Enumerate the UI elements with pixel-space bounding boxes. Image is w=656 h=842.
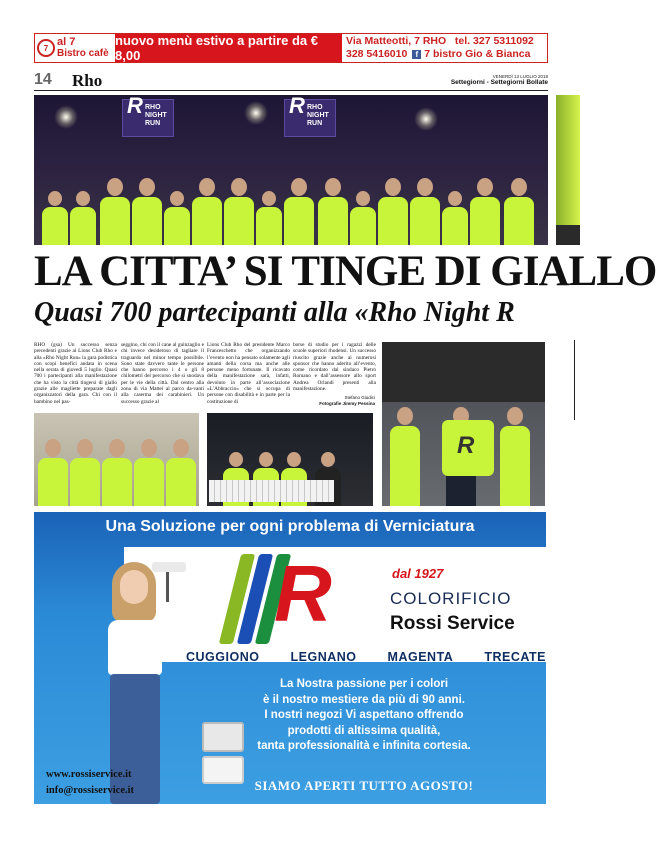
- paint-roller-icon: [152, 562, 186, 572]
- runner: [378, 178, 408, 245]
- ad-brand-line2: Rossi Service: [390, 613, 515, 634]
- town: LEGNANO: [290, 650, 357, 664]
- paper-name: Settegiorni - Settegiorni Bollate: [450, 79, 548, 86]
- article-subheadline: Quasi 700 partecipanti alla «Rho Night R: [34, 297, 515, 328]
- photo-volunteers-cups: [207, 413, 373, 506]
- main-photo-runners: [34, 95, 548, 245]
- ad-contacts: [46, 767, 134, 799]
- runner: [102, 439, 132, 506]
- bistro-tel: tel. 327 5311092: [454, 35, 534, 47]
- top-ad-banner[interactable]: [34, 33, 548, 63]
- event-tshirt: [442, 420, 494, 476]
- event-banner: R RHO NIGHT RUN: [122, 99, 174, 137]
- side-photo-strip: [556, 95, 580, 245]
- ad-since: dal 1927: [392, 566, 444, 581]
- logo-r-icon: R: [274, 549, 332, 638]
- runner: [166, 439, 196, 506]
- section-title: Rho: [72, 71, 103, 90]
- runner: [470, 178, 500, 245]
- runner: [256, 191, 282, 245]
- town: TRECATE: [484, 650, 546, 664]
- bistro-logo-icon: 7: [37, 39, 55, 57]
- bistro-block: [35, 34, 115, 62]
- runner: [134, 439, 164, 506]
- bistro-name-line2: Bistro cafè: [57, 48, 109, 59]
- bistro-contact: [342, 34, 547, 62]
- stage-light: [244, 101, 268, 125]
- photo-organizers-tshirt: [382, 342, 545, 506]
- ad-body-text: La Nostra passione per i colori è il nostro mestiere da più di 90 anni. I nostri negozi Vi aspettano offrendo prodotti di altissima qualità, tanta professionalità e infinita cortesia.: [257, 678, 471, 752]
- runner: [38, 439, 68, 506]
- column-divider: [574, 340, 580, 420]
- runner: [500, 407, 530, 506]
- ad-email-link[interactable]: info@rossiservice.it: [46, 785, 135, 796]
- author-name: Stefano Giudici: [344, 395, 375, 400]
- stage-light: [54, 105, 78, 129]
- bistro-name-line1: al 7: [57, 36, 76, 48]
- runner: [192, 178, 222, 245]
- ad-website-link[interactable]: www.rossiservice.it: [46, 769, 132, 780]
- runner: [100, 178, 130, 245]
- paint-bucket-icon: [202, 756, 244, 784]
- runner: [164, 191, 190, 245]
- article-column-2: seggino, chi con il cane al guinzaglio e chi invece desideroso di tagliare il traguardo nel minor tempo possibile. Sono state davvero tante le persone che hanno percorso i 4 o gli 8 chilometri del percorso che si snodava per le vie della città. Dal centro alla zona di via Mattei al parco da-vanti alla caserma dei carabinieri. Un successo grazie al: [121, 342, 204, 405]
- article-column-1: RHO (gsa) Un successo senza precedenti grazie al Lions Club Rho e alla «Rho Night Run» la gara podistica con scopi benefici andata in scena nella serata di giovedì 5 luglio. Quasi 700 i partecipanti alla manifestazione che ha visto la città tingersi di giallo grazie alle magliette preparate dagli organizzatori della gara. Chi con il bambino nel pas-: [34, 342, 117, 405]
- article-column-4: borse di studio per i ragazzi delle scuole superiori rhodensi. Un successo riuscito grazie anche ai numerosi sponsor che hanno aderito all’evento, come ricordato dal sindaco Pietro Romano e dall’assessore allo sport Andrea Orlandi presenti alla manifestazione.: [293, 342, 376, 393]
- runner: [350, 191, 376, 245]
- runner: [70, 439, 100, 506]
- ad-title: Una Soluzione per ogni problema di Verniciatura: [105, 518, 475, 535]
- bistro-facebook: 7 bistro Gio & Bianca: [424, 48, 531, 60]
- page-header: [34, 71, 548, 91]
- runner: [318, 178, 348, 245]
- water-cups: [209, 480, 334, 502]
- stage-light: [414, 107, 438, 131]
- runner: [504, 178, 534, 245]
- runner: [224, 178, 254, 245]
- runner: [70, 191, 96, 245]
- event-banner: R RHO NIGHT RUN: [284, 99, 336, 137]
- ad-brand-line1: COLORIFICIO: [390, 589, 512, 608]
- photo-runners-group: [34, 413, 199, 506]
- town: CUGGIONO: [186, 650, 260, 664]
- paint-bucket-icon: [202, 722, 244, 752]
- runner: [442, 191, 468, 245]
- article-credit: [315, 395, 375, 407]
- article-column-3: Lions Club Rho del presidente Marco Franceschetto che organizzando l’evento non ha pensato solamente agli amanti della corsa ma anche alle persone meno fortunate. Il ricavato della manifestazione sarà, infatti, devoluto in parte all’associazione «L’Abbraccio» che si occupa di persone con disabilità e in parte per la costituzione di: [207, 342, 290, 405]
- article-headline: LA CITTA’ SI TINGE DI GIALLO: [34, 248, 656, 295]
- bistro-tel2: 328 5416010: [346, 48, 408, 60]
- page-number: 14: [34, 71, 52, 88]
- issue-info: [451, 74, 548, 86]
- town: MAGENTA: [387, 650, 454, 664]
- runner: [390, 407, 420, 506]
- colorificio-ad[interactable]: [34, 512, 546, 804]
- runner: [284, 178, 314, 245]
- ad-towns: [186, 650, 546, 664]
- runner: [42, 191, 68, 245]
- ad-open-august: SIAMO APERTI TUTTO AGOSTO!: [254, 778, 474, 793]
- issue-date: VENERDÌ 13 LUGLIO 2018: [492, 74, 548, 79]
- photo-credit: Fotografie Jimmy Pessina: [319, 401, 375, 406]
- menu-offer-text: nuovo menù estivo a partire da € 8,00: [115, 34, 342, 62]
- bistro-address: Via Matteotti, 7 RHO: [346, 35, 447, 47]
- runner: [410, 178, 440, 245]
- facebook-icon: f: [412, 50, 421, 59]
- runner: [132, 178, 162, 245]
